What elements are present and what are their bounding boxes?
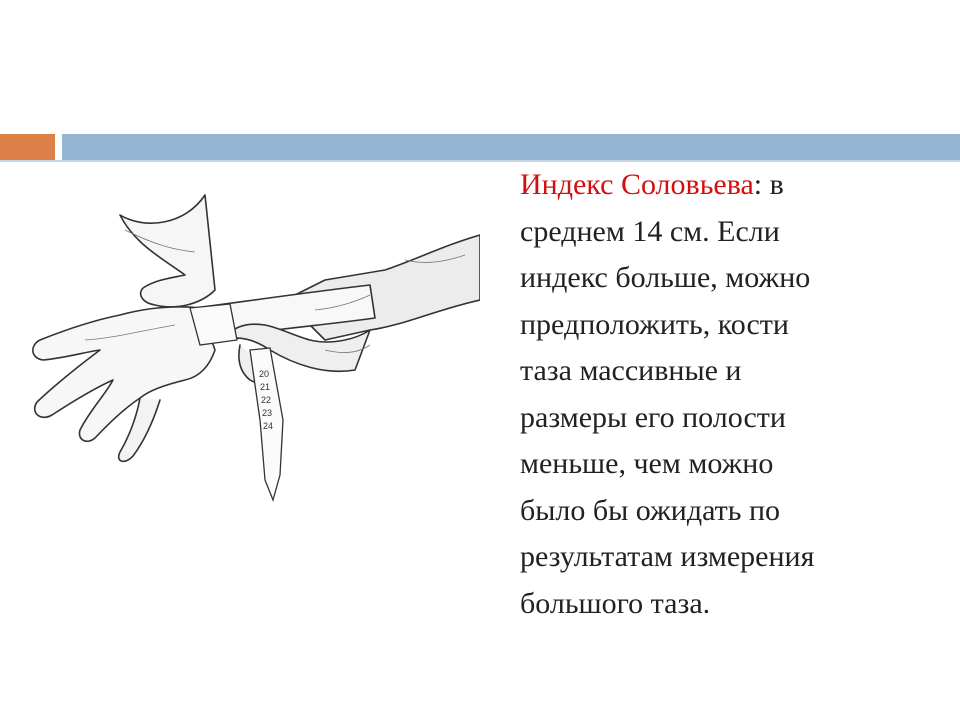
text-line: большого таза. — [520, 586, 711, 620]
tape-number: 21 — [260, 382, 271, 392]
text-line: результатам измерения — [520, 540, 815, 573]
text-line: среднем 14 см. Если — [520, 214, 780, 248]
text-line: : в — [753, 168, 784, 201]
header-accent-orange — [0, 134, 55, 160]
hands-measuring-tape-icon — [25, 190, 480, 525]
tape-number: 22 — [261, 395, 272, 405]
text-line: было бы ожидать по — [520, 493, 780, 527]
slide-body-text — [520, 162, 930, 627]
tape-number: 23 — [262, 408, 273, 418]
tape-number: 24 — [263, 421, 274, 431]
text-line: меньше, чем можно — [520, 447, 774, 480]
header-accent-blue — [62, 134, 960, 160]
tape-number: 20 — [259, 369, 270, 379]
wrist-measuring-illustration — [25, 190, 480, 525]
text-line: таза массивные и — [520, 354, 742, 387]
text-line: предположить, кости — [520, 307, 789, 341]
term-highlight: Индекс Соловьева — [520, 168, 754, 201]
text-line: индекс больше, можно — [520, 261, 811, 294]
text-line: размеры его полости — [520, 400, 786, 434]
